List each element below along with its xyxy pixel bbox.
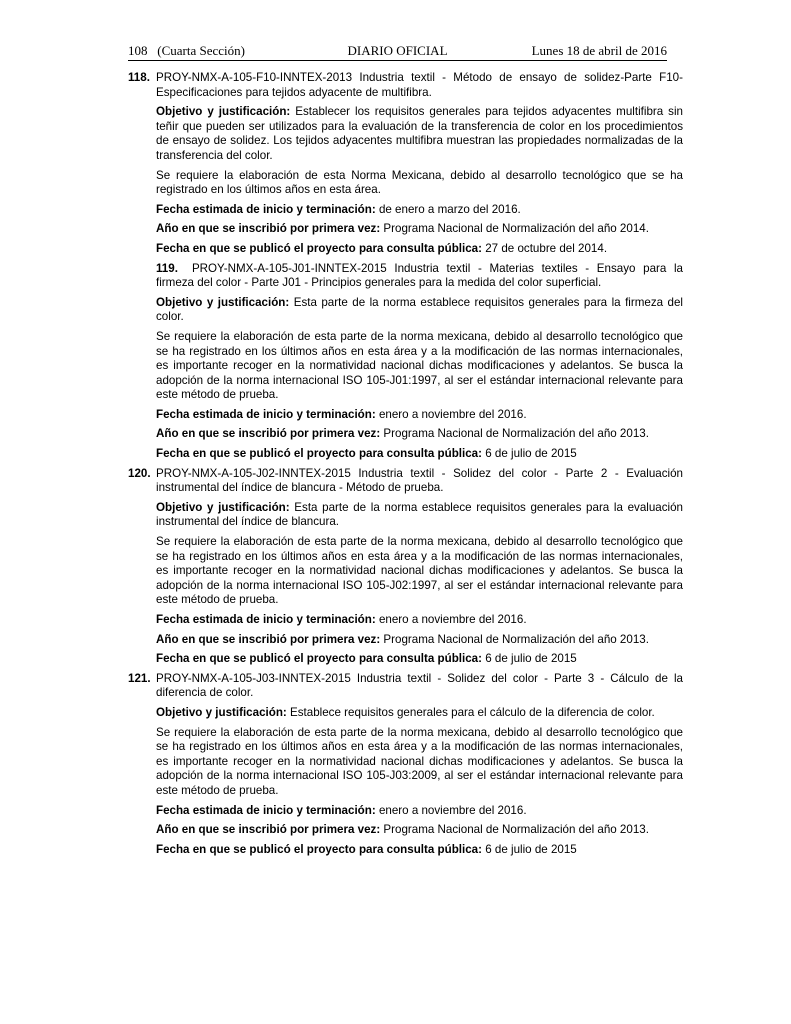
publication-paragraph (156, 447, 683, 462)
year-paragraph (156, 633, 683, 648)
page-header (128, 40, 667, 61)
dates-paragraph (156, 804, 683, 819)
page-number: 108 (128, 43, 148, 58)
year-paragraph (156, 427, 683, 442)
dates-text: enero a noviembre del 2016. (375, 613, 527, 626)
objective-text: Establecer los requisitos generales para tejidos adyacentes multifibra sin teñir que pueden ser utilizados para la evaluación de la transferencia de color en los procedimientos de ensayo de solidez. Los tejidos adyacentes multifibra muestran las propiedades normalizadas de la transferencia del color. (156, 105, 684, 162)
document-body (128, 71, 683, 862)
year-paragraph (156, 222, 683, 237)
requirement-paragraph: Se requiere la elaboración de esta parte de la norma mexicana, debido al desarrollo tecnológico que se ha registrado en los últimos años en esta área y a la modificación de las normas internacionales, es importante recoger en la normatividad nacional dichas modificaciones y adelantos. Se busca la adopción de la norma internacional ISO 105-J03:2009, al ser el estándar internacional relevante para este método de prueba. (156, 725, 683, 797)
requirement-paragraph: Se requiere la elaboración de esta parte de la norma mexicana, debido al desarrollo tecnológico que se ha registrado en los últimos años en esta área y a la modificación de las normas internacionales, es importante recoger en la normatividad nacional dichas modificaciones y adelantos. Se busca la adopción de la norma internacional ISO 105-J02:1997, al ser el estándar internacional relevante para este método de prueba. (156, 535, 683, 607)
publication-date: Lunes 18 de abril de 2016 (531, 43, 667, 58)
dates-label: Fecha estimada de inicio y terminación: (156, 803, 376, 817)
norm-entry (128, 467, 683, 667)
norm-entry (128, 672, 683, 858)
section-label: (Cuarta Sección) (157, 43, 245, 58)
dates-paragraph (156, 203, 683, 218)
norm-entry (128, 262, 683, 462)
publication-text: 6 de julio de 2015 (482, 447, 577, 461)
entry-title: PROY-NMX-A-105-J01-INNTEX-2015 Industria textil - Materias textiles - Ensayo para la firmeza del color - Parte J01 - Principios generales para la medida del color superficial. (156, 261, 683, 290)
year-text: Programa Nacional de Normalización del año 2014. (380, 222, 649, 236)
dates-label: Fecha estimada de inicio y terminación: (156, 613, 376, 626)
entry-number: 118. (128, 71, 150, 84)
year-label: Año en que se inscribió por primera vez: (156, 823, 381, 837)
year-label: Año en que se inscribió por primera vez: (156, 222, 381, 236)
year-label: Año en que se inscribió por primera vez: (156, 632, 381, 646)
entry-heading (128, 71, 683, 100)
objective-text: Esta parte de la norma establece requisitos generales para la evaluación instrumental del índice de blancura. (156, 500, 684, 529)
dates-text: de enero a marzo del 2016. (375, 202, 521, 216)
publication-paragraph (156, 242, 683, 257)
publication-title: DIARIO OFICIAL (347, 43, 448, 58)
objective-paragraph (156, 706, 683, 721)
entry-number: 119. (156, 261, 178, 275)
dates-label: Fecha estimada de inicio y terminación: (156, 202, 376, 216)
dates-label: Fecha estimada de inicio y terminación: (156, 407, 376, 421)
entry-heading (128, 467, 683, 496)
objective-text: Establece requisitos generales para el cálculo de la diferencia de color. (286, 705, 655, 719)
year-text: Programa Nacional de Normalización del año 2013. (380, 823, 649, 837)
entry-number: 120. (128, 466, 151, 480)
dates-text: enero a noviembre del 2016. (375, 407, 527, 421)
publication-text: 6 de julio de 2015 (482, 842, 577, 856)
year-text: Programa Nacional de Normalización del año 2013. (380, 632, 649, 646)
objective-label: Objetivo y justificación: (156, 295, 290, 309)
requirement-paragraph: Se requiere la elaboración de esta parte de la norma mexicana, debido al desarrollo tecnológico que se ha registrado en los últimos años en esta área y a la modificación de las normas internacionales, es importante recoger en la normatividad nacional dichas modificaciones y adelantos. Se busca la adopción de la norma internacional ISO 105-J01:1997, al ser el estándar internacional relevante para este método de prueba. (156, 329, 683, 402)
objective-label: Objetivo y justificación: (156, 705, 287, 719)
entry-number: 121. (128, 671, 151, 685)
objective-paragraph (156, 105, 683, 163)
objective-label: Objetivo y justificación: (156, 105, 291, 119)
publication-paragraph (156, 843, 683, 858)
requirement-paragraph: Se requiere la elaboración de esta Norma Mexicana, debido al desarrollo tecnológico que se ha registrado en los últimos años en esta área. (156, 168, 683, 197)
publication-label: Fecha en que se publicó el proyecto para consulta pública: (156, 842, 482, 856)
dates-paragraph (156, 408, 683, 423)
year-paragraph (156, 823, 683, 838)
publication-paragraph (156, 652, 683, 667)
entry-title: PROY-NMX-A-105-F10-INNTEX-2013 Industria textil - Método de ensayo de solidez-Parte F10-Especificaciones para tejidos adyacente de multifibra. (156, 71, 683, 99)
publication-label: Fecha en que se publicó el proyecto para consulta pública: (156, 447, 482, 461)
publication-text: 27 de octubre del 2014. (482, 241, 608, 255)
publication-text: 6 de julio de 2015 (482, 652, 577, 666)
header-page-section (128, 43, 245, 59)
objective-paragraph (156, 501, 683, 530)
norm-entry (128, 71, 683, 257)
objective-paragraph (156, 296, 683, 325)
entry-title: PROY-NMX-A-105-J03-INNTEX-2015 Industria textil - Solidez del color - Parte 3 - Cálculo de la diferencia de color. (156, 671, 683, 700)
objective-text: Esta parte de la norma establece requisitos generales para la firmeza del color. (156, 295, 683, 324)
dates-text: enero a noviembre del 2016. (375, 803, 527, 817)
dates-paragraph (156, 613, 683, 628)
year-text: Programa Nacional de Normalización del año 2013. (380, 427, 649, 441)
entry-heading (156, 262, 683, 291)
year-label: Año en que se inscribió por primera vez: (156, 427, 381, 441)
publication-label: Fecha en que se publicó el proyecto para consulta pública: (156, 241, 482, 255)
objective-label: Objetivo y justificación: (156, 500, 290, 514)
publication-label: Fecha en que se publicó el proyecto para consulta pública: (156, 652, 482, 666)
entry-title: PROY-NMX-A-105-J02-INNTEX-2015 Industria textil - Solidez del color - Parte 2 - Evaluación instrumental del índice de blancura - Método de prueba. (156, 466, 683, 495)
entry-heading (128, 672, 683, 701)
